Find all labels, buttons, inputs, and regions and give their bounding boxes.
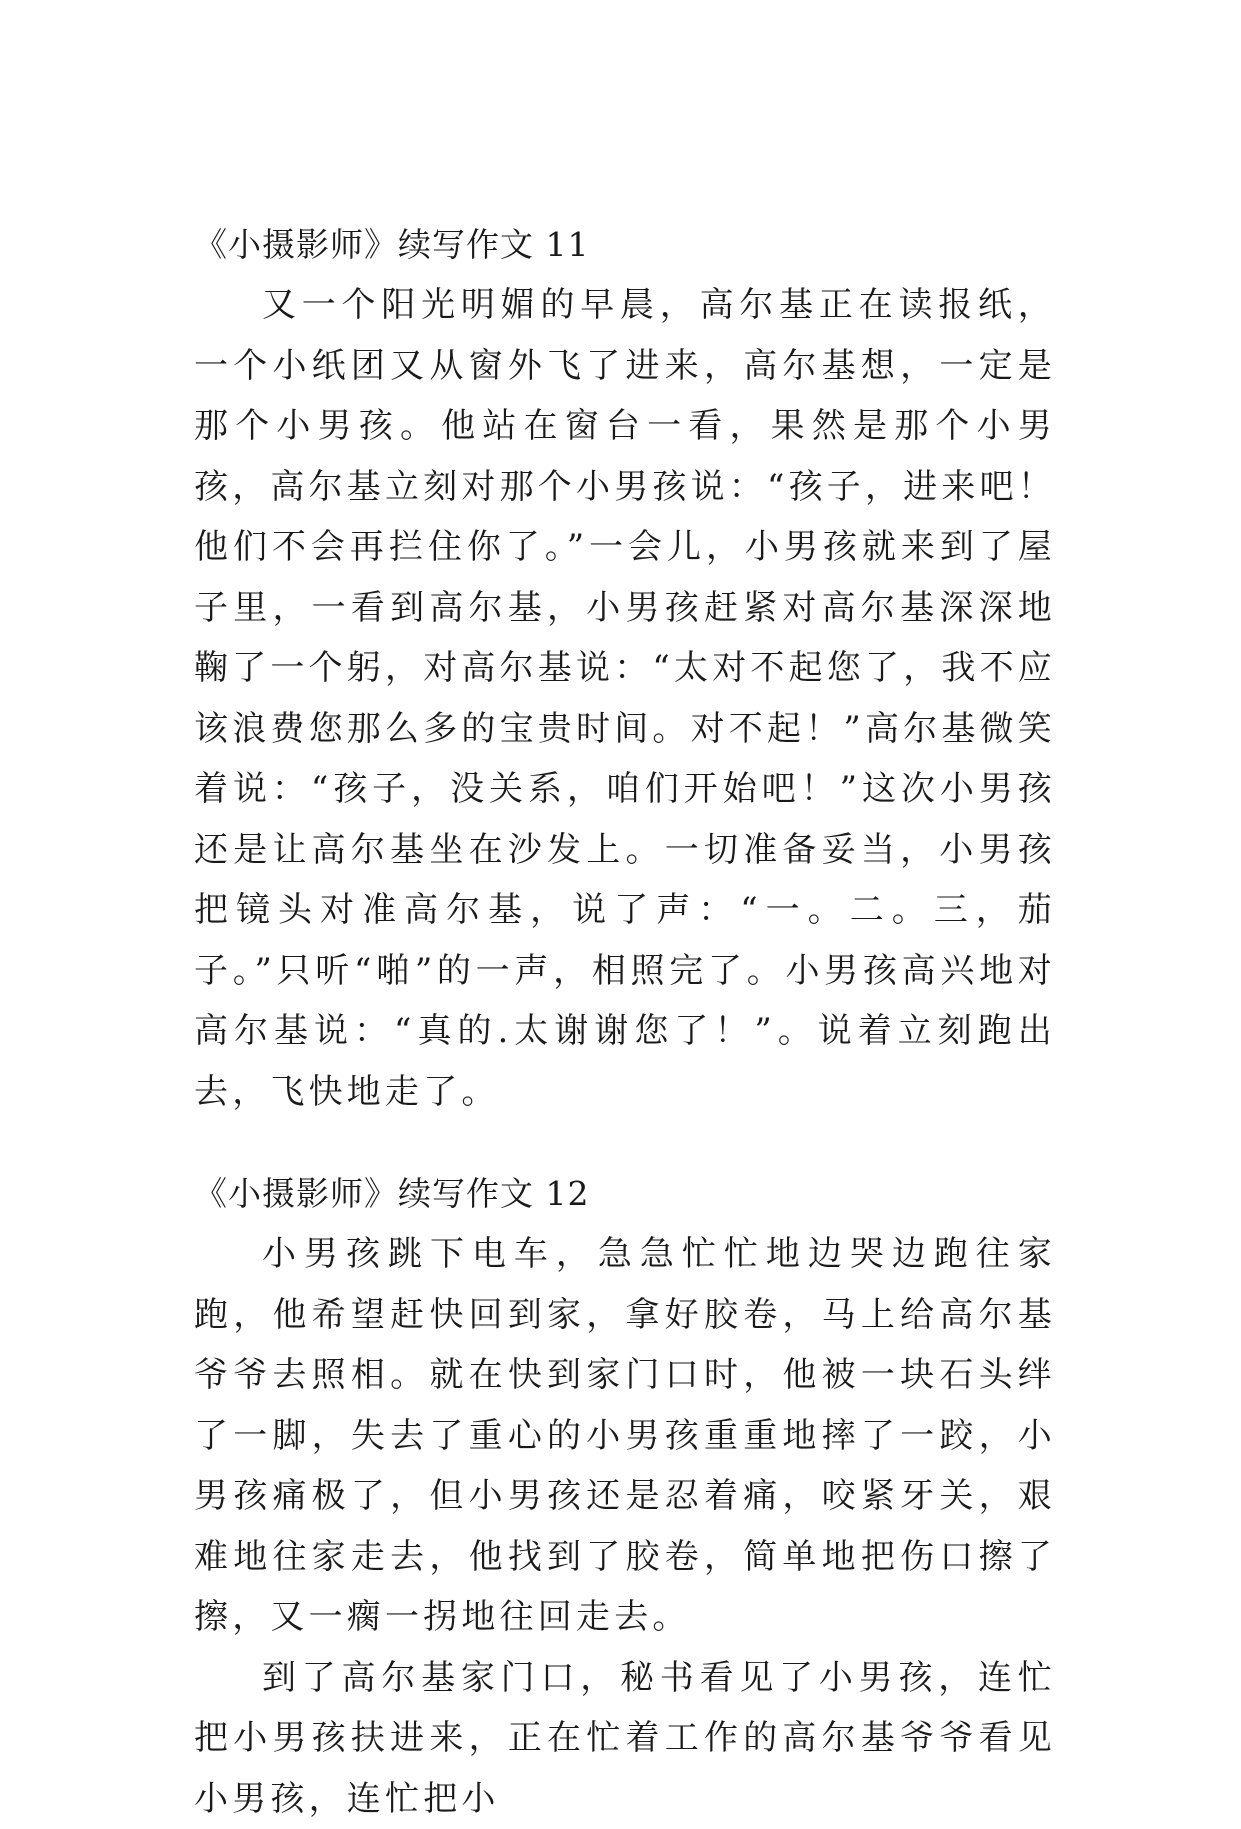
- section-title: 《小摄影师》续写作文 12: [194, 1164, 1056, 1224]
- section-title: 《小摄影师》续写作文 11: [194, 215, 1056, 275]
- essay-section-11: [194, 215, 1056, 1122]
- paragraph: 到了高尔基家门口，秘书看见了小男孩，连忙把小男孩扶进来，正在忙着工作的高尔基爷爷看见小男孩，连忙把小: [194, 1648, 1056, 1829]
- document-page: [194, 215, 1056, 1829]
- essay-section-12: [194, 1164, 1056, 1829]
- paragraph: 又一个阳光明媚的早晨，高尔基正在读报纸，一个小纸团又从窗外飞了进来，高尔基想，一定是那个小男孩。他站在窗台一看，果然是那个小男孩，高尔基立刻对那个小男孩说：“孩子，进来吧！他们不会再拦住你了。”一会儿，小男孩就来到了屋子里，一看到高尔基，小男孩赶紧对高尔基深深地鞠了一个躬，对高尔基说：“太对不起您了，我不应该浪费您那么多的宝贵时间。对不起！”高尔基微笑着说：“孩子，没关系，咱们开始吧！”这次小男孩还是让高尔基坐在沙发上。一切准备妥当，小男孩把镜头对准高尔基，说了声：“一。二。三，茄子。”只听“啪”的一声，相照完了。小男孩高兴地对高尔基说：“真的.太谢谢您了！”。说着立刻跑出去，飞快地走了。: [194, 275, 1056, 1122]
- paragraph: 小男孩跳下电车，急急忙忙地边哭边跑往家跑，他希望赶快回到家，拿好胶卷，马上给高尔基爷爷去照相。就在快到家门口时，他被一块石头绊了一脚，失去了重心的小男孩重重地摔了一跤，小男孩痛极了，但小男孩还是忍着痛，咬紧牙关，艰难地往家走去，他找到了胶卷，简单地把伤口擦了擦，又一瘸一拐地往回走去。: [194, 1224, 1056, 1648]
